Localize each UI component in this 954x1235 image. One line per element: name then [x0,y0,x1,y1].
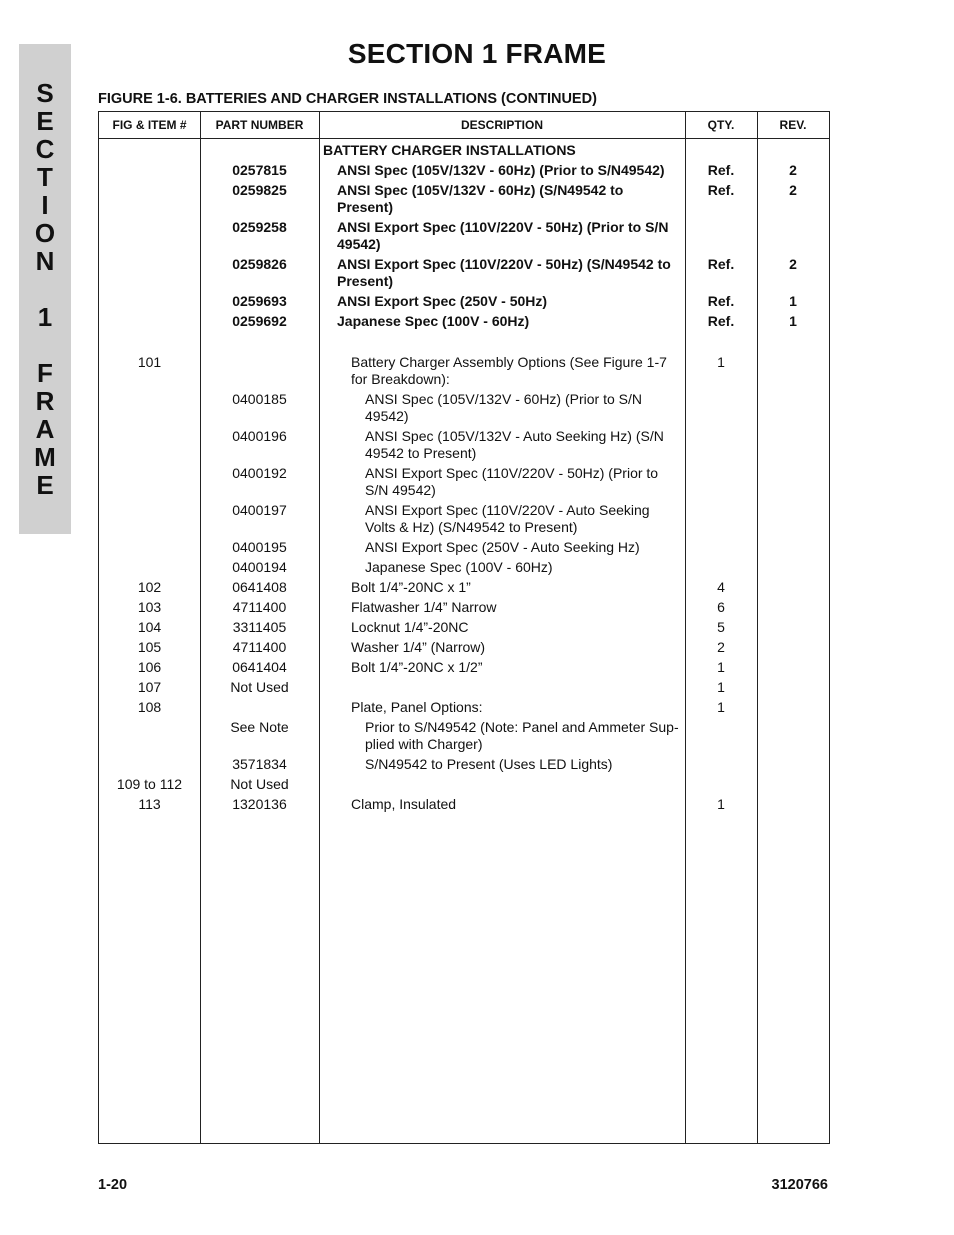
rev-cell [757,773,829,793]
description-cell: Bolt 1/4”-20NC x 1/2” [351,659,483,675]
qty-cell: 1 [717,699,725,715]
rev-cell [757,636,829,656]
qty-cell: 1 [717,796,725,812]
side-tab-letter: I [41,190,49,220]
part-number-cell: 0641408 [232,579,287,595]
table-row [99,216,829,253]
rev-cell [757,656,829,676]
table-row [99,425,829,462]
fig-item-cell: 113 [138,796,161,812]
qty-cell: 1 [717,659,725,675]
page-number: 1-20 [98,1177,128,1193]
table-row [99,716,829,753]
description-cell: Clamp, Insulated [351,796,457,812]
table-row [99,793,829,813]
fig-item-cell: 105 [137,639,162,655]
description-cell: ANSI Spec (105V/132V - 60Hz) (Prior to S/N 49542) [365,391,642,424]
part-number-cell: Not Used [230,776,289,792]
part-number-cell: 0259258 [232,219,287,235]
table-row [99,696,829,716]
rev-cell [757,536,829,556]
rev-cell [757,753,829,773]
qty-cell [685,536,757,556]
side-tab-letter: E [36,470,54,500]
fig-item-cell: 106 [137,659,162,675]
fig-item-cell [99,556,200,576]
qty-cell: 4 [717,579,725,595]
fig-item-cell: 109 to 112 [116,776,183,792]
fig-item-cell [99,425,200,462]
table-row [99,636,829,656]
part-number-cell: 0641404 [232,659,287,675]
table-row [99,576,829,596]
description-cell: Prior to S/N49542 (Note: Panel and Ammeter Sup-plied with Charger) [365,719,679,752]
side-tab-letters [19,79,71,499]
side-tab-letter: R [35,386,55,416]
part-number-cell: 0400197 [232,502,287,518]
description-cell [319,773,685,793]
fig-item-cell [99,753,200,773]
rev-cell [757,499,829,536]
qty-cell [685,139,757,159]
part-number-cell [200,351,319,388]
description-cell: ANSI Spec (105V/132V - 60Hz) (Prior to S/N49542) [337,162,665,178]
description-cell: Washer 1/4” (Narrow) [351,639,486,655]
side-tab-letter: C [35,134,55,164]
side-tab-letter: S [36,78,54,108]
table-row [99,536,829,556]
fig-item-cell: 108 [137,699,162,715]
table-row [99,773,829,793]
description-cell: ANSI Export Spec (110V/220V - Auto Seeking Volts & Hz) (S/N49542 to Present) [365,502,650,535]
fig-item-cell [99,159,200,179]
qty-cell: 5 [717,619,725,635]
fig-item-cell [99,139,200,159]
description-cell: Plate, Panel Options: [351,699,483,715]
description-cell: BATTERY CHARGER INSTALLATIONS [323,142,576,158]
part-number-cell: 0400192 [232,465,287,481]
side-tab-letter: E [36,106,54,136]
table-row [99,499,829,536]
description-cell [319,676,685,696]
fig-item-cell: 104 [137,619,162,635]
fig-item-cell [99,216,200,253]
part-number-cell: 0259693 [232,293,287,309]
qty-cell: Ref. [707,162,735,178]
table-row [99,656,829,676]
description-cell: Flatwasher 1/4” Narrow [351,599,497,615]
part-number-cell: 3571834 [232,756,287,772]
part-number-cell: Not Used [230,679,289,695]
header-qty: QTY. [707,118,735,132]
qty-cell: Ref. [707,256,735,272]
rev-cell [757,351,829,388]
fig-item-cell: 107 [137,679,162,695]
table-row [99,139,829,159]
description-cell: Japanese Spec (100V - 60Hz) [365,559,553,575]
fig-item-cell [99,388,200,425]
part-number-cell [200,696,319,716]
rev-cell [757,425,829,462]
table-row [99,290,829,310]
header-fig-item: FIG & ITEM # [112,118,187,132]
side-tab-letter [19,331,71,359]
qty-cell [685,716,757,753]
fig-item-cell [99,310,200,330]
fig-item-cell: 101 [137,354,162,370]
table-row [99,351,829,388]
part-number-cell: 4711400 [232,639,287,655]
table-row [99,676,829,696]
rev-cell: 1 [789,313,797,329]
table-row [99,616,829,636]
qty-cell: Ref. [707,293,735,309]
fig-item-cell [99,253,200,290]
rev-cell: 1 [789,293,797,309]
side-tab-letter: N [35,246,55,276]
part-number-cell: 1320136 [232,796,287,812]
rev-cell [757,596,829,616]
side-tab-letter: F [37,358,53,388]
header-rev: REV. [779,118,807,132]
qty-cell [685,388,757,425]
page-title: SECTION 1 FRAME [347,38,607,69]
description-cell: S/N49542 to Present (Uses LED Lights) [365,756,613,772]
fig-item-cell [99,290,200,310]
description-cell: Bolt 1/4”-20NC x 1” [351,579,471,595]
rev-cell: 2 [789,256,797,272]
part-number-cell: 0257815 [232,162,287,178]
qty-cell: 1 [717,679,725,695]
part-number-cell: 4711400 [232,599,287,615]
description-cell: ANSI Export Spec (110V/220V - 50Hz) (S/N49542 to Present) [337,256,671,289]
fig-item-cell [99,499,200,536]
description-cell: Battery Charger Assembly Options (See Figure 1-7 for Breakdown): [351,354,667,387]
qty-cell [685,556,757,576]
header-description: DESCRIPTION [460,118,543,132]
rev-cell: 2 [789,162,797,178]
fig-item-cell [99,462,200,499]
table-row [99,159,829,179]
rev-cell [757,388,829,425]
description-cell: ANSI Export Spec (110V/220V - 50Hz) (Prior to S/N 49542) [365,465,659,498]
rev-cell [757,139,829,159]
rev-cell: 2 [789,182,797,198]
part-number-cell [200,139,319,159]
table-row [99,556,829,576]
description-cell: ANSI Spec (105V/132V - Auto Seeking Hz) (S/N 49542 to Present) [365,428,664,461]
rev-cell [757,216,829,253]
qty-cell [685,753,757,773]
rev-cell [757,793,829,813]
qty-cell [685,425,757,462]
side-tab-letter [19,275,71,303]
fig-item-cell [99,716,200,753]
side-tab-letter: M [34,442,56,472]
qty-cell: Ref. [707,313,735,329]
qty-cell [685,499,757,536]
rev-cell [757,716,829,753]
part-number-cell: 0259692 [232,313,287,329]
rev-cell [757,676,829,696]
description-cell: ANSI Export Spec (250V - 50Hz) [337,293,548,309]
qty-cell: 6 [717,599,725,615]
description-cell: Locknut 1/4”-20NC [351,619,469,635]
table-row [99,753,829,773]
description-cell: Japanese Spec (100V - 60Hz) [337,313,530,329]
qty-cell [685,773,757,793]
qty-cell [685,216,757,253]
table-row [99,462,829,499]
rev-cell [757,616,829,636]
rev-cell [757,462,829,499]
part-number-cell: 0400194 [232,559,287,575]
description-cell: ANSI Export Spec (110V/220V - 50Hz) (Prior to S/N 49542) [337,219,669,252]
description-cell: ANSI Export Spec (250V - Auto Seeking Hz) [365,539,640,555]
fig-item-cell [99,179,200,216]
rev-cell [757,576,829,596]
part-number-cell: See Note [230,719,289,735]
table-row [99,330,829,351]
side-tab-letter: A [35,414,55,444]
side-tab-letter: 1 [37,302,53,332]
part-number-cell: 0259826 [232,256,287,272]
part-number-cell: 0400196 [232,428,287,444]
figure-title: FIGURE 1-6. BATTERIES AND CHARGER INSTALLATIONS (CONTINUED) [98,91,597,107]
fig-item-cell: 102 [137,579,162,595]
table-row [99,179,829,216]
table-row [99,596,829,616]
header-part-number: PART NUMBER [215,118,304,132]
parts-table [98,111,830,1144]
side-tab-letter: T [37,162,53,192]
fig-item-cell: 103 [137,599,162,615]
table-row [99,253,829,290]
part-number-cell: 0259825 [232,182,287,198]
section-side-tab [19,44,71,534]
description-cell: ANSI Spec (105V/132V - 60Hz) (S/N49542 to Present) [337,182,624,215]
part-number-cell: 0400185 [232,391,287,407]
side-tab-letter: O [34,218,56,248]
table-header-row [99,112,829,139]
table-row [99,388,829,425]
table-body [99,139,829,813]
part-number-cell: 0400195 [232,539,287,555]
table-row [99,310,829,330]
qty-cell: 2 [717,639,725,655]
fig-item-cell [99,536,200,556]
rev-cell [757,556,829,576]
qty-cell: 1 [717,354,725,370]
document-number: 3120766 [771,1177,828,1193]
rev-cell [757,696,829,716]
qty-cell [685,462,757,499]
part-number-cell: 3311405 [232,619,287,635]
qty-cell: Ref. [707,182,735,198]
